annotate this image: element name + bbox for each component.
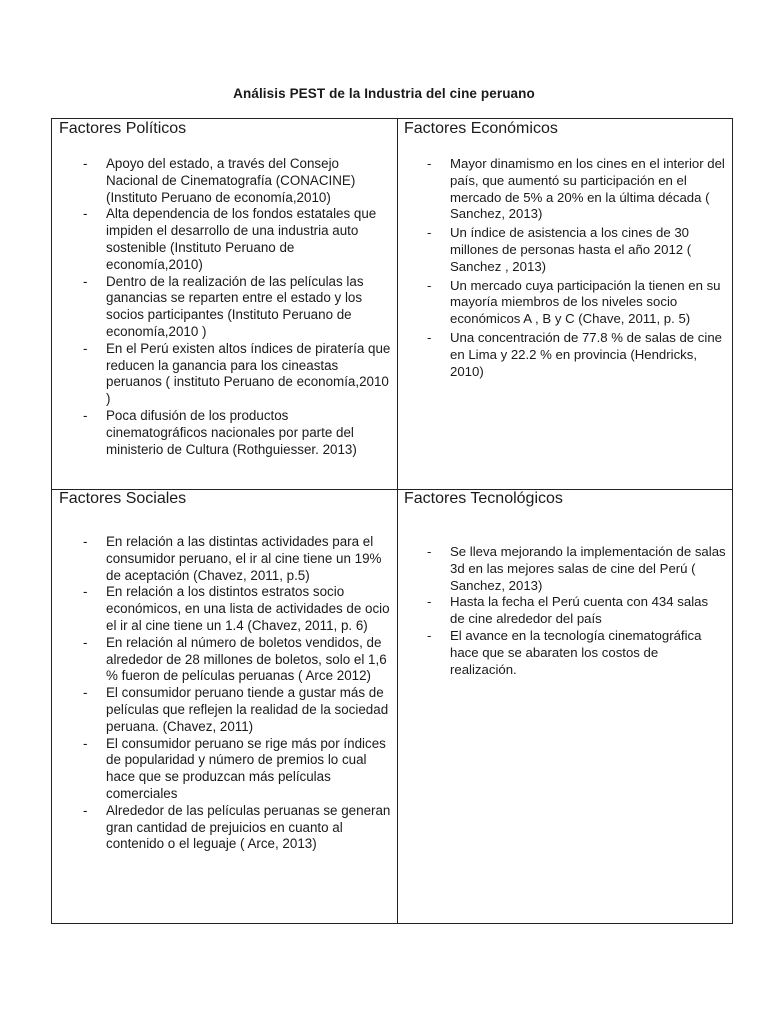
item-text: Se lleva mejorando la implementación de salas 3d en las mejores salas de cine del Perú ( Sanchez, 2013) [450, 544, 726, 593]
bullet-dash: - [427, 225, 432, 241]
list-item [397, 594, 732, 628]
bullet-dash: - [83, 534, 88, 549]
list-economicos [397, 156, 732, 382]
cell-sociales [52, 489, 397, 923]
list-item [397, 225, 732, 275]
item-text: En relación a los distintos estratos socio económicos, en una lista de actividades de ocio el ir al cine tiene un 1.4 (Chavez, 2011, p. 6) [106, 584, 390, 633]
item-text: Mayor dinamismo en los cines en el interior del país, que aumentó su participación en el mercado de 5% a 20% en la última década ( Sanchez, 2013) [450, 156, 725, 222]
bullet-dash: - [83, 634, 88, 650]
bullet-dash: - [83, 407, 88, 423]
list-item [397, 628, 732, 678]
bullet-dash: - [83, 206, 88, 222]
list-item [52, 803, 397, 853]
item-text: Una concentración de 77.8 % de salas de cine en Lima y 22.2 % en provincia (Hendricks, 2010) [450, 329, 722, 379]
item-text: Un mercado cuya participación la tienen en su mayoría miembros de los niveles socio económicos A , B y C (Chave, 2011, p. 5) [450, 277, 721, 327]
bullet-dash: - [83, 273, 88, 289]
list-item [397, 156, 732, 223]
list-item [52, 156, 397, 206]
list-item [52, 685, 397, 735]
bullet-dash: - [83, 156, 88, 171]
bullet-dash: - [83, 802, 88, 818]
item-text: Alta dependencia de los fondos estatales que impiden el desarrollo de una industria auto sostenible (Instituto Peruano de economía,2010) [106, 206, 377, 272]
cell-heading-tecnologicos: Factores Tecnológicos [404, 490, 563, 507]
list-politicos [52, 156, 397, 458]
item-text: El consumidor peruano se rige más por índices de popularidad y número de premios lo cual hace que se produzcan más películas comerciales [106, 735, 386, 801]
cell-heading-sociales: Factores Sociales [59, 490, 187, 507]
page-title: Análisis PEST de la Industria del cine peruano [233, 86, 535, 101]
bullet-dash: - [427, 627, 432, 643]
list-item [52, 274, 397, 341]
item-text: En relación al número de boletos vendidos, de alrededor de 28 millones de boletos, solo el 1,6 % fueron de películas peruanas ( Arce 2012) [106, 634, 387, 684]
bullet-dash: - [427, 329, 432, 345]
list-item [52, 206, 397, 273]
list-item [52, 408, 397, 458]
item-text: En el Perú existen altos índices de piratería que reducen la ganancia para los cineastas peruanos ( instituto Peruano de economía,2010 ) [106, 340, 391, 407]
item-text: El consumidor peruano tiende a gustar más de películas que reflejen la realidad de la sociedad peruana. (Chavez, 2011) [106, 685, 389, 734]
cell-tecnologicos [397, 489, 732, 923]
bullet-dash: - [83, 735, 88, 751]
cell-heading-politicos: Factores Políticos [59, 120, 187, 137]
list-item [397, 278, 732, 328]
pest-table [51, 118, 733, 924]
bullet-dash: - [427, 544, 432, 559]
list-item [397, 330, 732, 380]
item-text: Alrededor de las películas peruanas se generan gran cantidad de prejuicios en cuanto al contenido o el leguaje ( Arce, 2013) [106, 802, 391, 852]
cell-politicos [52, 119, 397, 489]
bullet-dash: - [427, 156, 432, 171]
item-text: Un índice de asistencia a los cines de 30 millones de personas hasta el año 2012 ( Sanchez , 2013) [450, 225, 692, 274]
list-item [52, 341, 397, 408]
item-text: Poca difusión de los productos cinematográficos nacionales por parte del ministerio de Cultura (Rothguiesser. 2013) [106, 407, 357, 457]
bullet-dash: - [83, 584, 88, 600]
list-item [52, 534, 397, 584]
bullet-dash: - [427, 277, 432, 293]
list-item [52, 584, 397, 634]
item-text: Hasta la fecha el Perú cuenta con 434 salas de cine alrededor del país [450, 594, 709, 627]
cell-heading-economicos: Factores Económicos [404, 120, 558, 137]
cell-economicos [397, 119, 732, 489]
list-tecnologicos [397, 544, 732, 678]
item-text: Dentro de la realización de las películas las ganancias se reparten entre el estado y los socios participantes (Instituto Peruano de economía,2010 ) [106, 273, 364, 339]
item-text: Apoyo del estado, a través del Consejo Nacional de Cinematografía (CONACINE) (Instituto Peruano de economía,2010) [106, 156, 356, 205]
list-item [52, 736, 397, 803]
list-sociales [52, 534, 397, 853]
bullet-dash: - [83, 685, 88, 701]
item-text: El avance en la tecnología cinematográfica hace que se abaraten los costos de realización. [450, 627, 702, 677]
bullet-dash: - [427, 594, 432, 610]
list-item [397, 544, 732, 594]
list-item [52, 635, 397, 685]
bullet-dash: - [83, 340, 88, 356]
item-text: En relación a las distintas actividades para el consumidor peruano, el ir al cine tiene un 19% de aceptación (Chavez, 2011, p.5) [106, 534, 382, 583]
